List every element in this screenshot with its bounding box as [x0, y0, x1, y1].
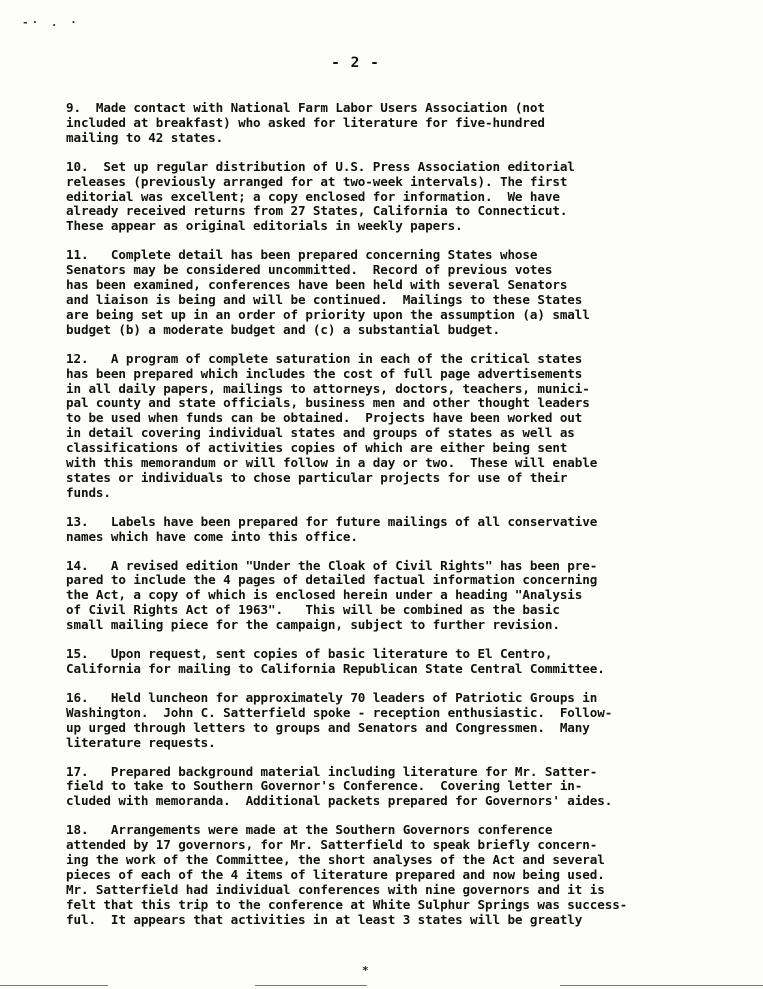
- paragraph-line: up urged through letters to groups and Senators and Congressmen. Many: [66, 719, 590, 735]
- paragraph-line: literature requests.: [66, 734, 216, 750]
- paragraph-line: has been prepared which includes the cost of full page advertisements: [66, 365, 583, 381]
- paragraph-line: has been examined, conferences have been held with several Senators: [66, 277, 568, 293]
- paragraph-line: already received returns from 27 States, California to Connecticut.: [66, 203, 568, 219]
- paragraph-line: pal county and state officials, business men and other thought leaders: [66, 395, 590, 411]
- paragraph-line: funds.: [66, 484, 111, 500]
- paragraph-line: are being set up in an order of priority upon the assumption (a) small: [66, 306, 590, 322]
- bottom-scan-line-right: [560, 985, 763, 986]
- paragraph-item-9: [66, 101, 716, 146]
- paragraph-line: 17. Prepared background material including literature for Mr. Satter-: [66, 763, 598, 779]
- paragraph-line: budget (b) a moderate budget and (c) a substantial budget.: [66, 321, 500, 337]
- paragraph-line: pared to include the 4 pages of detailed factual information concerning: [66, 572, 598, 588]
- paragraph-item-15: [66, 647, 716, 677]
- paragraph-line: releases (previously arranged for at two-week intervals). The first: [66, 173, 568, 189]
- paragraph-line: These appear as original editorials in weekly papers.: [66, 218, 463, 234]
- paragraph-line: 11. Complete detail has been prepared concerning States whose: [66, 247, 538, 263]
- paragraph-line: the Act, a copy of which is enclosed herein under a heading "Analysis: [66, 587, 583, 603]
- paragraph-line: of Civil Rights Act of 1963". This will be combined as the basic: [66, 602, 560, 618]
- paragraph-line: with this memorandum or will follow in a day or two. These will enable: [66, 455, 598, 471]
- paragraph-line: to be used when funds can be obtained. Projects have been worked out: [66, 410, 583, 426]
- paragraph-line: attended by 17 governors, for Mr. Satterfield to speak briefly concern-: [66, 837, 598, 853]
- paragraph-line: field to take to Southern Governor's Conference. Covering letter in-: [66, 778, 583, 794]
- paragraph-item-11: [66, 248, 716, 337]
- paragraph-line: cluded with memoranda. Additional packets prepared for Governors' aides.: [66, 793, 613, 809]
- paragraph-line: pieces of each of the 4 items of literature prepared and now being used.: [66, 866, 605, 882]
- paragraph-line: California for mailing to California Republican State Central Committee.: [66, 661, 605, 676]
- paragraph-line: Mr. Satterfield had individual conferences with nine governors and it is: [66, 881, 605, 897]
- paragraph-line: 14. A revised edition "Under the Cloak of Civil Rights" has been pre-: [66, 557, 598, 573]
- paragraph-line: 9. Made contact with National Farm Labor Users Association (not: [66, 100, 545, 115]
- paragraph-line: Senators may be considered uncommitted. Record of previous votes: [66, 262, 553, 278]
- paragraph-line: 15. Upon request, sent copies of basic literature to El Centro,: [66, 646, 553, 662]
- paragraph-item-16: [66, 691, 716, 751]
- paragraph-line: in all daily papers, mailings to attorneys, doctors, teachers, munici-: [66, 380, 590, 396]
- paragraph-line: editorial was excellent; a copy enclosed for information. We have: [66, 188, 560, 204]
- paragraph-line: in detail covering individual states and groups of states as well as: [66, 425, 575, 441]
- paragraph-line: 13. Labels have been prepared for future mailings of all conservative: [66, 513, 598, 529]
- bottom-scan-mark: *: [362, 964, 369, 977]
- paragraph-line: Washington. John C. Satterfield spoke - reception enthusiastic. Follow-: [66, 704, 613, 720]
- bottom-scan-line-left: [0, 985, 108, 986]
- paragraph-line: 16. Held luncheon for approximately 70 leaders of Patriotic Groups in: [66, 689, 598, 705]
- paragraph-line: mailing to 42 states.: [66, 129, 224, 145]
- paragraph-item-10: [66, 160, 716, 235]
- paragraph-line: small mailing piece for the campaign, subject to further revision.: [66, 617, 560, 633]
- paragraph-line: states or individuals to chose particular projects for use of their: [66, 469, 568, 485]
- paragraph-item-14: [66, 559, 716, 634]
- paragraph-line: felt that this trip to the conference at White Sulphur Springs was success-: [66, 896, 628, 912]
- paragraph-line: 10. Set up regular distribution of U.S. Press Association editorial: [66, 158, 575, 174]
- paragraph-line: classifications of activities copies of which are either being sent: [66, 440, 568, 456]
- memo-body: [66, 101, 716, 942]
- page-number: - 2 -: [331, 55, 380, 71]
- paragraph-item-12: [66, 352, 716, 501]
- corner-scan-mark: -· . ·: [22, 16, 80, 29]
- paragraph-line: included at breakfast) who asked for literature for five-hundred: [66, 114, 545, 130]
- bottom-scan-line-middle: [255, 985, 367, 986]
- paragraph-item-13: [66, 515, 716, 545]
- paragraph-line: 18. Arrangements were made at the Southern Governors conference: [66, 822, 553, 838]
- paragraph-line: names which have come into this office.: [66, 528, 358, 544]
- paragraph-item-17: [66, 765, 716, 810]
- paragraph-item-18: [66, 823, 716, 927]
- paragraph-line: and liaison is being and will be continued. Mailings to these States: [66, 291, 583, 307]
- paragraph-line: ing the work of the Committee, the short analyses of the Act and several: [66, 852, 605, 868]
- paragraph-line: ful. It appears that activities in at least 3 states will be greatly: [66, 911, 583, 927]
- paragraph-line: 12. A program of complete saturation in each of the critical states: [66, 350, 583, 366]
